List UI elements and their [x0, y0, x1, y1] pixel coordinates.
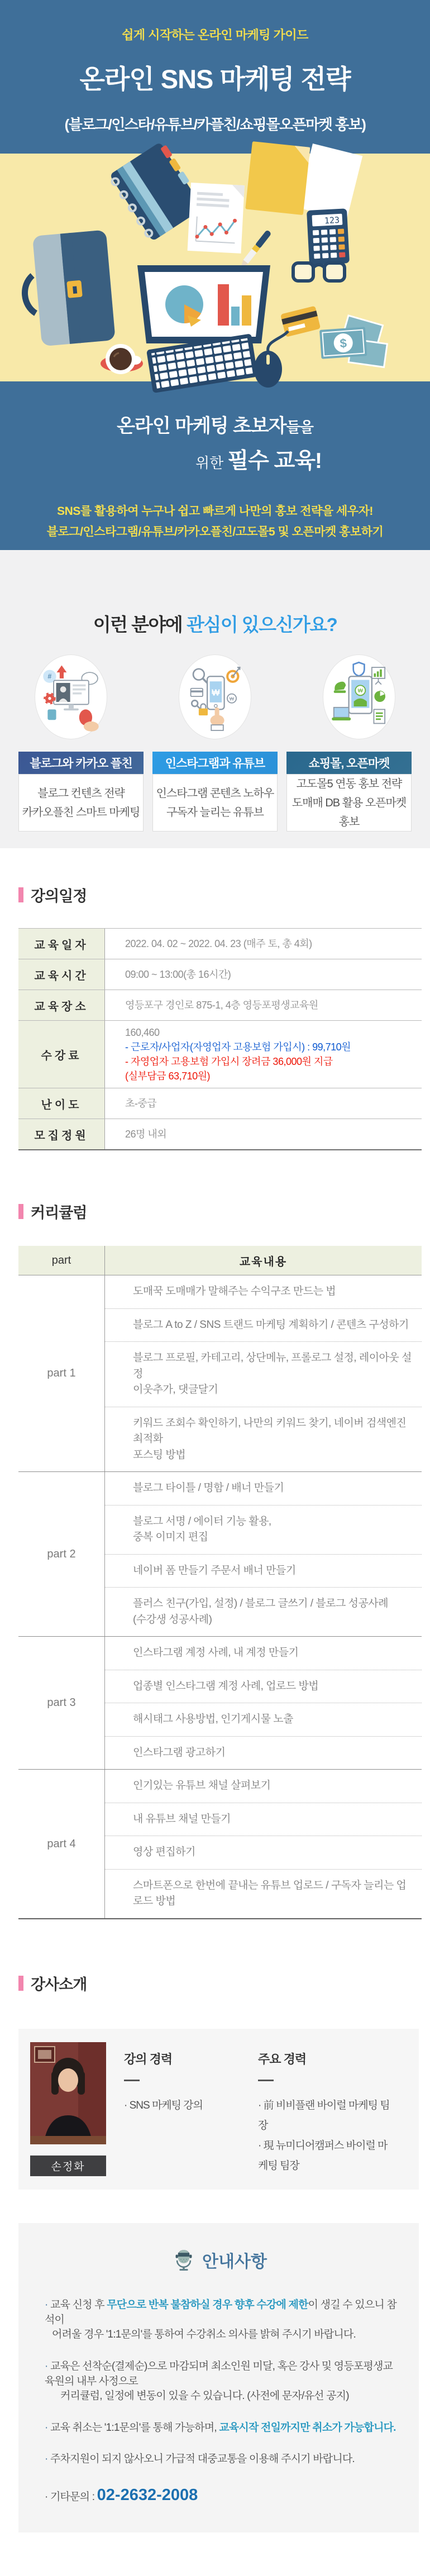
schedule-row-label: 모집정원	[18, 1119, 104, 1149]
schedule-value-line: 09:00 ~ 13:00(총 16시간)	[125, 968, 231, 980]
curriculum-part-label: part 4	[47, 1837, 76, 1850]
instructor-title-text: 강사소개	[31, 1976, 87, 1993]
curriculum-row-line: 키워드 조회수 확인하기, 나만의 키워드 찾기, 네이버 검색엔진 최적화	[133, 1417, 407, 1445]
curriculum-row	[105, 1587, 422, 1636]
curriculum-part-3	[18, 1636, 422, 1769]
schedule-row	[18, 990, 422, 1020]
interest-card-header: 블로그와 카카오 플친	[18, 752, 144, 774]
curriculum-row-line: 업종별 인스타그램 계정 사례, 업로드 방법	[133, 1680, 319, 1692]
calculator-icon	[307, 208, 350, 265]
intro-line1-main: 온라인 마케팅 초보자	[117, 415, 286, 437]
curriculum-title-text: 커리큘럼	[31, 1205, 87, 1222]
curriculum-row	[105, 1472, 422, 1505]
schedule-row-value	[104, 959, 422, 990]
interest-card-line: 고도몰5 연동 홍보 전략	[296, 777, 402, 790]
notice-segment: 교육 취소는 '1:1문의'를 통해 가능하며,	[50, 2421, 219, 2434]
dash-divider	[124, 2080, 140, 2081]
notice-segment: 주차지원이 되지 않사오니 가급적 대중교통을 이용해 주시기 바랍니다.	[50, 2453, 355, 2465]
curriculum-row-line: 도매꾹 도매매가 말해주는 수익구조 만드는 법	[133, 1285, 336, 1298]
schedule-value-line: 160,460	[125, 1027, 160, 1038]
curriculum-part-rows	[104, 1472, 422, 1636]
curriculum-part-label: part 2	[47, 1547, 76, 1560]
notice-segment: 어려울 경우 '1:1문의'를 통하여 수강취소 의사를 밝혀 주시기 바랍니다.	[52, 2329, 356, 2341]
interest-card-line: 카카오플친 스마트 마케팅	[22, 806, 140, 819]
instructor-card	[18, 2029, 419, 2190]
notice-segment: 교육은 선착순(결제순)으로 마감되며 최소인원 미달, 혹은 강사 및 영등포평생교육원의 내부 사정으로	[45, 2360, 393, 2387]
interest-card-header: 쇼핑몰, 오픈마켓	[286, 752, 412, 774]
curriculum-row	[105, 1341, 422, 1407]
schedule-row-label: 교육시간	[18, 959, 104, 990]
notice-item-4	[45, 2452, 396, 2467]
notice-item-1	[45, 2298, 396, 2343]
career-item: · 前 비비플랜 바이럴 마케팅 팀장	[258, 2099, 390, 2131]
intro-line1-tail: 들을	[286, 419, 313, 436]
curriculum-row	[105, 1407, 422, 1472]
curriculum-row-line: 내 유튜브 채널 만들기	[133, 1813, 231, 1825]
schedule-row-value	[104, 1088, 422, 1119]
pink-bar-icon	[18, 887, 23, 902]
schedule-value-line: 2022. 04. 02 ~ 2022. 04. 23 (매주 토, 총 4회)	[125, 938, 312, 949]
curriculum-row	[105, 1275, 422, 1308]
shoppingmall-illustration	[323, 654, 395, 739]
curriculum-row-line: 네이버 폼 만들기 주문서 배너 만들기	[133, 1564, 296, 1576]
hero-eyebrow: 쉽게 시작하는 온라인 마케팅 가이드	[122, 28, 308, 42]
bullet-icon: ·	[45, 2421, 51, 2434]
notice-line	[45, 2421, 396, 2436]
interest-card-line: 구독자 늘리는 유튜브	[166, 806, 264, 819]
notice-phone-label: · 기타문의 :	[45, 2491, 97, 2503]
curriculum-col-content: 교육내용	[104, 1246, 422, 1275]
schedule-title-text: 강의일정	[31, 888, 87, 905]
interest-card-line: 블로그 컨텐츠 전략	[37, 787, 125, 800]
curriculum-row	[105, 1637, 422, 1670]
notice-title-text: 안내사항	[202, 2253, 267, 2272]
svg-text:₩: ₩	[229, 696, 235, 702]
schedule-value-line: - 근로자/사업자(자영업자 고용보험 가입시) : 99,710원	[125, 1041, 351, 1053]
interest-title-blue: 관심이 있으신가요?	[186, 614, 337, 635]
hero-banner	[0, 0, 430, 154]
mobile-marketing-icon	[184, 658, 246, 735]
schedule-row	[18, 1020, 422, 1088]
career-item: · SNS 마케팅 강의	[124, 2099, 203, 2111]
interest-cards	[0, 752, 430, 831]
curriculum-row	[105, 1703, 422, 1736]
notice-line	[45, 2328, 396, 2343]
insta-youtube-illustration	[179, 654, 251, 739]
schedule-row-label: 교육장소	[18, 990, 104, 1020]
paper-icon	[245, 141, 362, 220]
notice-line	[45, 2298, 396, 2328]
schedule-table	[18, 928, 422, 1150]
curriculum-row-line: 해시태그 사용방법, 인기게시물 노출	[133, 1713, 293, 1726]
curriculum-row-line: 중복 이미지 편집	[133, 1531, 208, 1543]
schedule-row-label: 난이도	[18, 1088, 104, 1119]
teaching-career-list	[124, 2096, 258, 2116]
curriculum-row	[105, 1308, 422, 1342]
career-item: · 現 뉴미디어캠퍼스 바이럴 마케팅 팀장	[258, 2140, 388, 2172]
bullet-icon: ·	[45, 2360, 51, 2373]
instructor-details	[106, 2042, 392, 2176]
curriculum-row	[105, 1770, 422, 1803]
curriculum-row-line: 플러스 친구(가입, 설정) / 블로그 글쓰기 / 블로그 성공사례	[133, 1598, 389, 1610]
schedule-row-label: 교육일자	[18, 929, 104, 959]
notice-line	[45, 2452, 396, 2467]
curriculum-row-line: 인스타그램 광고하기	[133, 1746, 226, 1758]
intro-line2-small: 위한	[195, 455, 228, 471]
interest-section	[0, 550, 430, 848]
notice-line	[45, 2359, 396, 2389]
svg-text:$: $	[339, 336, 347, 351]
curriculum-part-4	[18, 1769, 422, 1918]
interest-card-header: 인스타그램과 유튜브	[152, 752, 278, 774]
instructor-photo	[30, 2042, 106, 2176]
notice-segment: 이 생길 수 있으니 참석이	[45, 2299, 396, 2326]
curriculum-row-line: 블로그 서명 / 에이터 기능 활용,	[133, 1515, 271, 1527]
interest-card-body	[152, 774, 278, 831]
curriculum-table-body	[18, 1275, 422, 1918]
schedule-value-line: 초-중급	[125, 1098, 157, 1110]
curriculum-section-title	[18, 1201, 430, 1222]
openmarket-icon	[328, 658, 390, 735]
schedule-row-value	[104, 1119, 422, 1149]
interest-card-body	[18, 774, 144, 831]
notice-item-2	[45, 2359, 396, 2404]
interest-card-body	[286, 774, 412, 831]
notice-segment: 커리큘럼, 일정에 변동이 있을 수 있습니다. (사전에 문자/유선 공지)	[60, 2390, 349, 2402]
schedule-row-value	[104, 990, 422, 1020]
schedule-row	[18, 928, 422, 959]
curriculum-row-line: 이웃추가, 댓글달기	[133, 1384, 218, 1396]
interest-card-2	[152, 752, 278, 831]
instructor-name: 손정화	[30, 2156, 106, 2176]
intro-line2-big: 필수 교육!	[227, 449, 322, 473]
main-career-column	[258, 2050, 392, 2176]
teaching-career-heading: 강의 경력	[124, 2052, 173, 2066]
curriculum-row	[105, 1554, 422, 1588]
curriculum-row-line: 포스팅 방법	[133, 1449, 186, 1461]
notice-title	[45, 2248, 396, 2272]
interest-title	[0, 610, 430, 637]
curriculum-row-line: 블로그 타이틀 / 명함 / 배너 만들기	[133, 1482, 284, 1494]
schedule-row	[18, 1088, 422, 1119]
dash-divider	[258, 2080, 274, 2081]
schedule-section-title	[18, 884, 430, 906]
interest-card-line: 도매매 DB 활용 오픈마켓 홍보	[292, 796, 407, 828]
curriculum-row-line: 블로그 프로필, 카테고리, 상단메뉴, 프롤로그 설정, 레이아웃 설정	[133, 1352, 412, 1380]
bullet-icon: ·	[45, 2453, 51, 2465]
schedule-row-value	[104, 929, 422, 959]
curriculum-row	[105, 1736, 422, 1770]
bullet-icon: ·	[45, 2299, 51, 2311]
curriculum-table	[18, 1246, 422, 1919]
interest-circles	[0, 654, 430, 739]
curriculum-row-line: 영상 편집하기	[133, 1846, 195, 1858]
notice-segment: 무단으로 반복 불참하실 경우 향후 수강에 제한	[107, 2299, 308, 2311]
intro-band	[0, 381, 430, 550]
curriculum-part-rows	[104, 1770, 422, 1918]
intro-desc-line1: SNS를 활용하여 누구나 쉽고 빠르게 나만의 홍보 전략을 세우자!	[57, 505, 373, 518]
intro-line2	[44, 443, 430, 475]
hero-subtitle: (블로그/인스타/유튜브/카플친/쇼핑몰오픈마켓 홍보)	[64, 116, 366, 133]
curriculum-part-label: part 1	[47, 1367, 76, 1380]
page-title: 온라인 SNS 마케팅 전략	[79, 64, 351, 94]
blog-marketing-icon	[40, 658, 102, 735]
curriculum-row	[105, 1803, 422, 1836]
desk-illustration	[0, 154, 430, 381]
notice-segment: 교육 신청 후	[50, 2299, 107, 2311]
desk-scene-graphic	[0, 154, 430, 396]
intro-desc-line2: 블로그/인스타그램/유튜브/카카오플친/고도몰5 및 오픈마켓 홍보하기	[46, 525, 384, 538]
notice-line	[45, 2389, 396, 2404]
curriculum-row	[105, 1505, 422, 1554]
notice-list	[45, 2298, 396, 2506]
curriculum-part-label: part 3	[47, 1696, 76, 1709]
main-career-heading: 주요 경력	[258, 2052, 307, 2066]
curriculum-row-line: 인기있는 유튜브 채널 살펴보기	[133, 1780, 271, 1792]
notice-card	[18, 2223, 419, 2532]
instructor-section-title	[18, 1972, 430, 1994]
curriculum-part-rows	[104, 1637, 422, 1769]
microphone-icon	[174, 2249, 193, 2271]
curriculum-row-line: 인스타그램 계정 사례, 내 계정 만들기	[133, 1647, 299, 1659]
curriculum-part-2	[18, 1471, 422, 1636]
curriculum-row	[105, 1869, 422, 1918]
notice-item-5	[45, 2484, 396, 2507]
curriculum-row	[105, 1836, 422, 1869]
schedule-value-line: 영등포구 경인로 875-1, 4층 영등포평생교육원	[125, 999, 318, 1011]
pink-bar-icon	[18, 1204, 23, 1219]
svg-text:#: #	[47, 672, 52, 681]
schedule-value-line: - 자영업자 고용보험 가입시 장려금 36,000원 지급	[125, 1056, 333, 1068]
instructor-portrait	[30, 2042, 106, 2144]
interest-card-1	[18, 752, 144, 831]
interest-card-line: 인스타그램 콘텐츠 노하우	[156, 787, 274, 800]
pink-bar-icon	[18, 1976, 23, 1991]
schedule-value-line: 26명 내외	[125, 1129, 167, 1140]
svg-text:₩: ₩	[357, 687, 363, 694]
blog-kakao-illustration	[35, 654, 107, 739]
chart-paper-icon	[188, 183, 245, 254]
notice-segment: 교육시작 전일까지만 취소가 가능합니다.	[219, 2421, 396, 2434]
curriculum-col-part: part	[51, 1254, 71, 1267]
curriculum-row-line: 스마트폰으로 한번에 끝내는 유튜브 업로드 / 구독자 늘리는 업로드 방법	[133, 1879, 407, 1908]
schedule-row	[18, 959, 422, 990]
schedule-row-value	[104, 1021, 422, 1088]
curriculum-table-header	[18, 1246, 422, 1275]
curriculum-row	[105, 1670, 422, 1703]
curriculum-part-1	[18, 1275, 422, 1471]
phone-number: 02-2632-2008	[97, 2486, 198, 2504]
curriculum-row-line: 블로그 A to Z / SNS 트랜드 마케팅 계획하기 / 콘텐츠 구성하기	[133, 1318, 409, 1331]
main-career-list	[258, 2096, 392, 2176]
notice-item-3	[45, 2421, 396, 2436]
schedule-row	[18, 1119, 422, 1149]
schedule-row-label: 수강료	[18, 1021, 104, 1088]
schedule-value-line: (실부담금 63,710원)	[125, 1070, 210, 1082]
svg-text:123: 123	[324, 214, 340, 226]
curriculum-row-line: (수강생 성공사례)	[133, 1613, 212, 1626]
interest-card-3	[286, 752, 412, 831]
teaching-career-column	[124, 2050, 258, 2176]
svg-text:₩: ₩	[212, 688, 220, 698]
intro-description	[0, 501, 430, 543]
interest-title-dark: 이런 분야에	[93, 614, 187, 635]
curriculum-part-rows	[104, 1275, 422, 1471]
